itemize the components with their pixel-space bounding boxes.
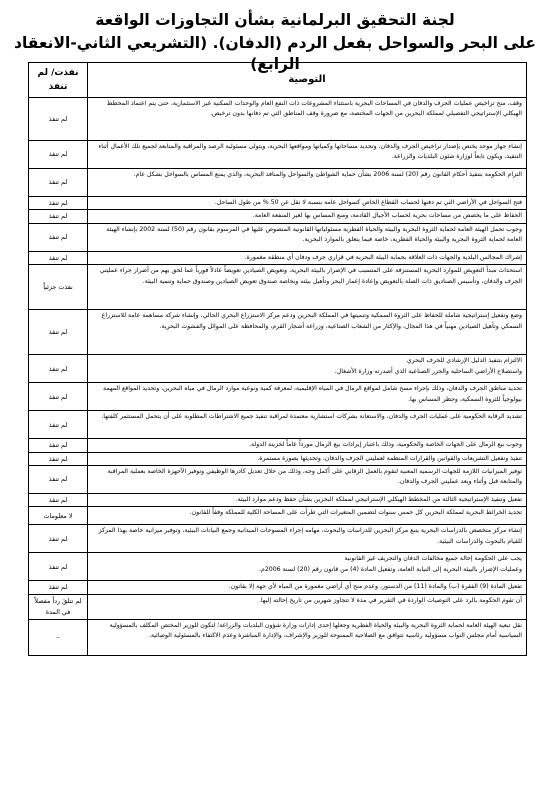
recommendation-cell: وضع وتفعيل إستراتيجية شاملة للحفاظ على الثروة السمكية وتنميتها في المملكة البحرين ودعم مركز الاستزراع البحري الحالي، وإنشاء شركة مساهمة عامة للاستزراع السمكي وتأهيل الصيادين مهنياً في هذا المجال، والإكثار من الشعاب الصناعية، وزراعة أشجار القرم، والمحافظة على الموائل والفشوت البحرية. (88, 310, 527, 355)
table-row (29, 466, 527, 494)
recommendation-cell: تحديد الخرائط البحرية لمملكة البحرين كل خمس سنوات لتضمين المتغيرات التي طرأت على المساحة الكلية للمملكة وفقاً للقانون. (88, 507, 527, 525)
status-cell: لم تنفذ (29, 98, 88, 141)
status-cell: لم تنفذ (29, 553, 88, 581)
status-cell: لم تنفذ (29, 355, 88, 383)
table-row (29, 507, 527, 525)
table-body (29, 98, 527, 656)
table-row (29, 98, 527, 141)
status-cell: لم تنفذ (29, 452, 88, 465)
recommendation-cell: إشراك المجالس البلدية والجهات ذات العلاقة بحماية البيئة البحرية في قراري جرف ودفان أي منطقة مغمورة. (88, 251, 527, 264)
status-cell: لم تنفذ (29, 310, 88, 355)
status-cell: لم تتلقَ رداً مفصلاً في المدة (29, 594, 88, 619)
table-row (29, 581, 527, 594)
status-cell: لم تنفذ (29, 525, 88, 553)
status-cell: لم تنفذ (29, 581, 88, 594)
recommendation-cell: فتح السواحل في الأراضي التي تم دفنها لحساب القطاع الخاص كسواحل عامة بنسبة لا تقل عن 50 % من طول الساحل. (88, 197, 527, 210)
recommendation-cell: إنشاء جهاز موحد يختص بإصدار تراخيص الجرف والدفان، وتحديد مساحاتها وكمياتها ومواقعها البحرية، ويتولى مسئولية الرصد والمراقبة والمتابعة لجميع تلك الأعمال أثناء التنفيذ، ويكون تابعاً لوزارة شئون البلديات والزراعة. (88, 141, 527, 169)
status-cell: لم تنفذ (29, 466, 88, 494)
recommendation-cell: أن تقوم الحكومة بالرد على التوصيات الواردة في التقرير في مدة لا تتجاوز شهرين من تاريخ إحالته إليها. (88, 594, 527, 619)
table-row (29, 251, 527, 264)
table-row (29, 439, 527, 452)
status-cell: لم تنفذ (29, 169, 88, 197)
table-row (29, 383, 527, 411)
table-row (29, 355, 527, 383)
recommendation-cell: يجب على الحكومة إحالة جميع مخالفات الدفان والتجريف غير القانونية وعمليات الإضرار بالبيئة البحرية إلى النيابة العامة، وتفعيل المادة (4) من قانون رقم (20) لسنة 2006م. (88, 553, 527, 581)
status-cell: – (29, 619, 88, 655)
table-row (29, 553, 527, 581)
recommendations-table (28, 62, 527, 656)
status-cell: لم تنفذ (29, 223, 88, 251)
table-row (29, 494, 527, 507)
table-row (29, 619, 527, 655)
recommendation-cell: تنفيذ وتفعيل التشريعات والقوانين والقرارات المنظمة لعمليتي الجرف والدفان، وتحديثها بصورة مستمرة. (88, 452, 527, 465)
table-row (29, 141, 527, 169)
recommendation-cell: استحداث مبدأ التعويض للموارد البحرية المستنزفة على المتسبب في الإضرار بالبيئة البحرية، وتعويض الصيادين تعويضاً عادلاً فورياً عما لحق بهم من أضرار جراء عمليتي الجرف والدفان، وتأسيس الصناديق ذات الصلة بالتعويض وإعادة إعمار البحر وتأهيل بيئته وبخاصة صندوق تعويض الصيادين وصندوق حماية وتنمية البيئة. (88, 265, 527, 310)
status-cell: لم تنفذ (29, 494, 88, 507)
table-row (29, 411, 527, 439)
recommendation-cell: الحفاظ على ما يخصص من مساحات بحرية لحساب الأجيال القادمة، ومنع المساس بها لغير المنفعة العامة. (88, 210, 527, 223)
recommendation-cell: تشديد الرقابة الحكومية على عمليات الجرف والدفان، والاستعانة بشركات استشارية معتمدة لمراقبة تنفيذ جميع الاشتراطات المطلوبة على أن يتحمل المستثمر كلفتها. (88, 411, 527, 439)
table-row (29, 310, 527, 355)
status-cell: لا معلومات (29, 507, 88, 525)
table-header-row (29, 63, 527, 98)
table-row (29, 525, 527, 553)
status-cell: لم تنفذ (29, 383, 88, 411)
status-cell: لم تنفذ (29, 197, 88, 210)
table-row (29, 210, 527, 223)
document-subtitle: على البحر والسواحل بفعل الردم (الدفان). (التشريعي الثاني-الانعقاد الرابع) (14, 34, 536, 73)
recommendation-cell: الالتزام بتنفيذ الدليل الإرشادي للجرف البحري واستصلاح الأراضي الساحلية والجزر الصناعية الذي أصدرته وزارة الأشغال. (88, 355, 527, 383)
recommendation-cell: وجوب تحمل الهيئة العامة لحماية الثروة البحرية والبيئة والحياة الفطرية مسئولياتها القانونية المنصوص عليها في المرسوم بقانون رقم (50) لسنة 2002 بإنشاء الهيئة العامة لحماية الثروة البحرية والبيئة والحياة الفطرية، خاصة فيما يتعلق بالموارد البحرية. (88, 223, 527, 251)
recommendation-cell: نقل تبعية الهيئة العامة لحماية الثروة البحرية والبيئة والحياة الفطرية وجعلها إحدى إدارات وزارة شؤون البلديات والزراعة؛ لتكون للوزير المختص المكلف بالمسؤولية السياسية أمام مجلس النواب مسؤولية رئاسية تتوافق مع الصلاحية الممنوحة للوزير والإشراف، والإدارة المباشرة وعدم الاكتفاء بالمسئولية الوصائية. (88, 619, 527, 655)
table-row (29, 169, 527, 197)
table-row (29, 265, 527, 310)
header-recommendation: التوصية (88, 63, 527, 98)
table-row (29, 223, 527, 251)
recommendation-cell: تحديد مناطق الجرف والدفان، وذلك بإجراء مسح شامل لمواقع الرمال في المياه الإقليمية، لمعرفة كمية ونوعية موارد الرمال في مياه البحرين، وتحديد المواقع المهمة بيولوجياً للثروة السمكية، وحظر المساس بها. (88, 383, 527, 411)
header-status: نفذت/ لم تنفذ (29, 63, 88, 98)
recommendation-cell: وجوب بيع الرمال على الجهات الخاصة والحكومية، وذلك باعتبار إيرادات بيع الرمال مورداً عاماً لخزينة الدولة. (88, 439, 527, 452)
status-cell: لم تنفذ (29, 411, 88, 439)
status-cell: نفذت جزئياً (29, 265, 88, 310)
table-row (29, 197, 527, 210)
recommendation-cell: تفعيل وتنفيذ الإستراتيجية الثالثة من المخطط الهيكلي الإستراتيجي لمملكة البحرين بشأن حفظ ودعم موارد البيئة. (88, 494, 527, 507)
recommendation-cell: التزام الحكومة بتنفيذ أحكام القانون رقم (20) لسنة 2006 بشأن حماية الشواطئ والسواحل والمنافذ البحرية، والذي يمنع المساس بالسواحل بشكل عام. (88, 169, 527, 197)
status-cell: لم تنفذ (29, 251, 88, 264)
recommendation-cell: توفير الميزانيات اللازمة للجهات الرسمية المعنية لتقوم بالعمل الرقابي على أكمل وجه، وذلك من خلال تعديل كادرها الوظيفي وتوفير الأجهزة الخاصة بعملية المراقبة والمتابعة قبل وأثناء وبعد عمليتي الجرف والدفان. (88, 466, 527, 494)
status-cell: لم تنفذ (29, 141, 88, 169)
table-row (29, 452, 527, 465)
table-row (29, 594, 527, 619)
document-title: لجنة التحقيق البرلمانية بشأن التجاوزات الواقعة (95, 11, 455, 29)
status-cell: لم تنفذ (29, 439, 88, 452)
recommendation-cell: إنشاء مركز متخصص بالدراسات البحرية يتبع مركز البحرين للدراسات والبحوث، مهامه إجراء المسوحات الميدانية وجمع البيانات البيئية، وتوفير ميزانية خاصة بهذا المركز للقيام بالبحوث والدراسات البيئية. (88, 525, 527, 553)
recommendation-cell: وقف، منح تراخيص عمليات الجرف والدفان في المساحات البحرية باستثناء المشروعات ذات النفع العام والوحدات السكنية غير الاستثمارية، حتى يتم اعتماد المخطط الهيكلي الإستراتيجي التفصيلي لمملكة البحرين من الجهات المختصة، مع ضرورة وقف المناطق التي تم دفانها بدون ترخيص. (88, 98, 527, 141)
recommendation-cell: تفعيل المادة (9) الفقرة (ب) والمادة (11) من الدستور، وعدم منح أي أراضي مغمورة من المياه لأي جهة إلا بقانون. (88, 581, 527, 594)
status-cell: لم تنفذ (29, 210, 88, 223)
